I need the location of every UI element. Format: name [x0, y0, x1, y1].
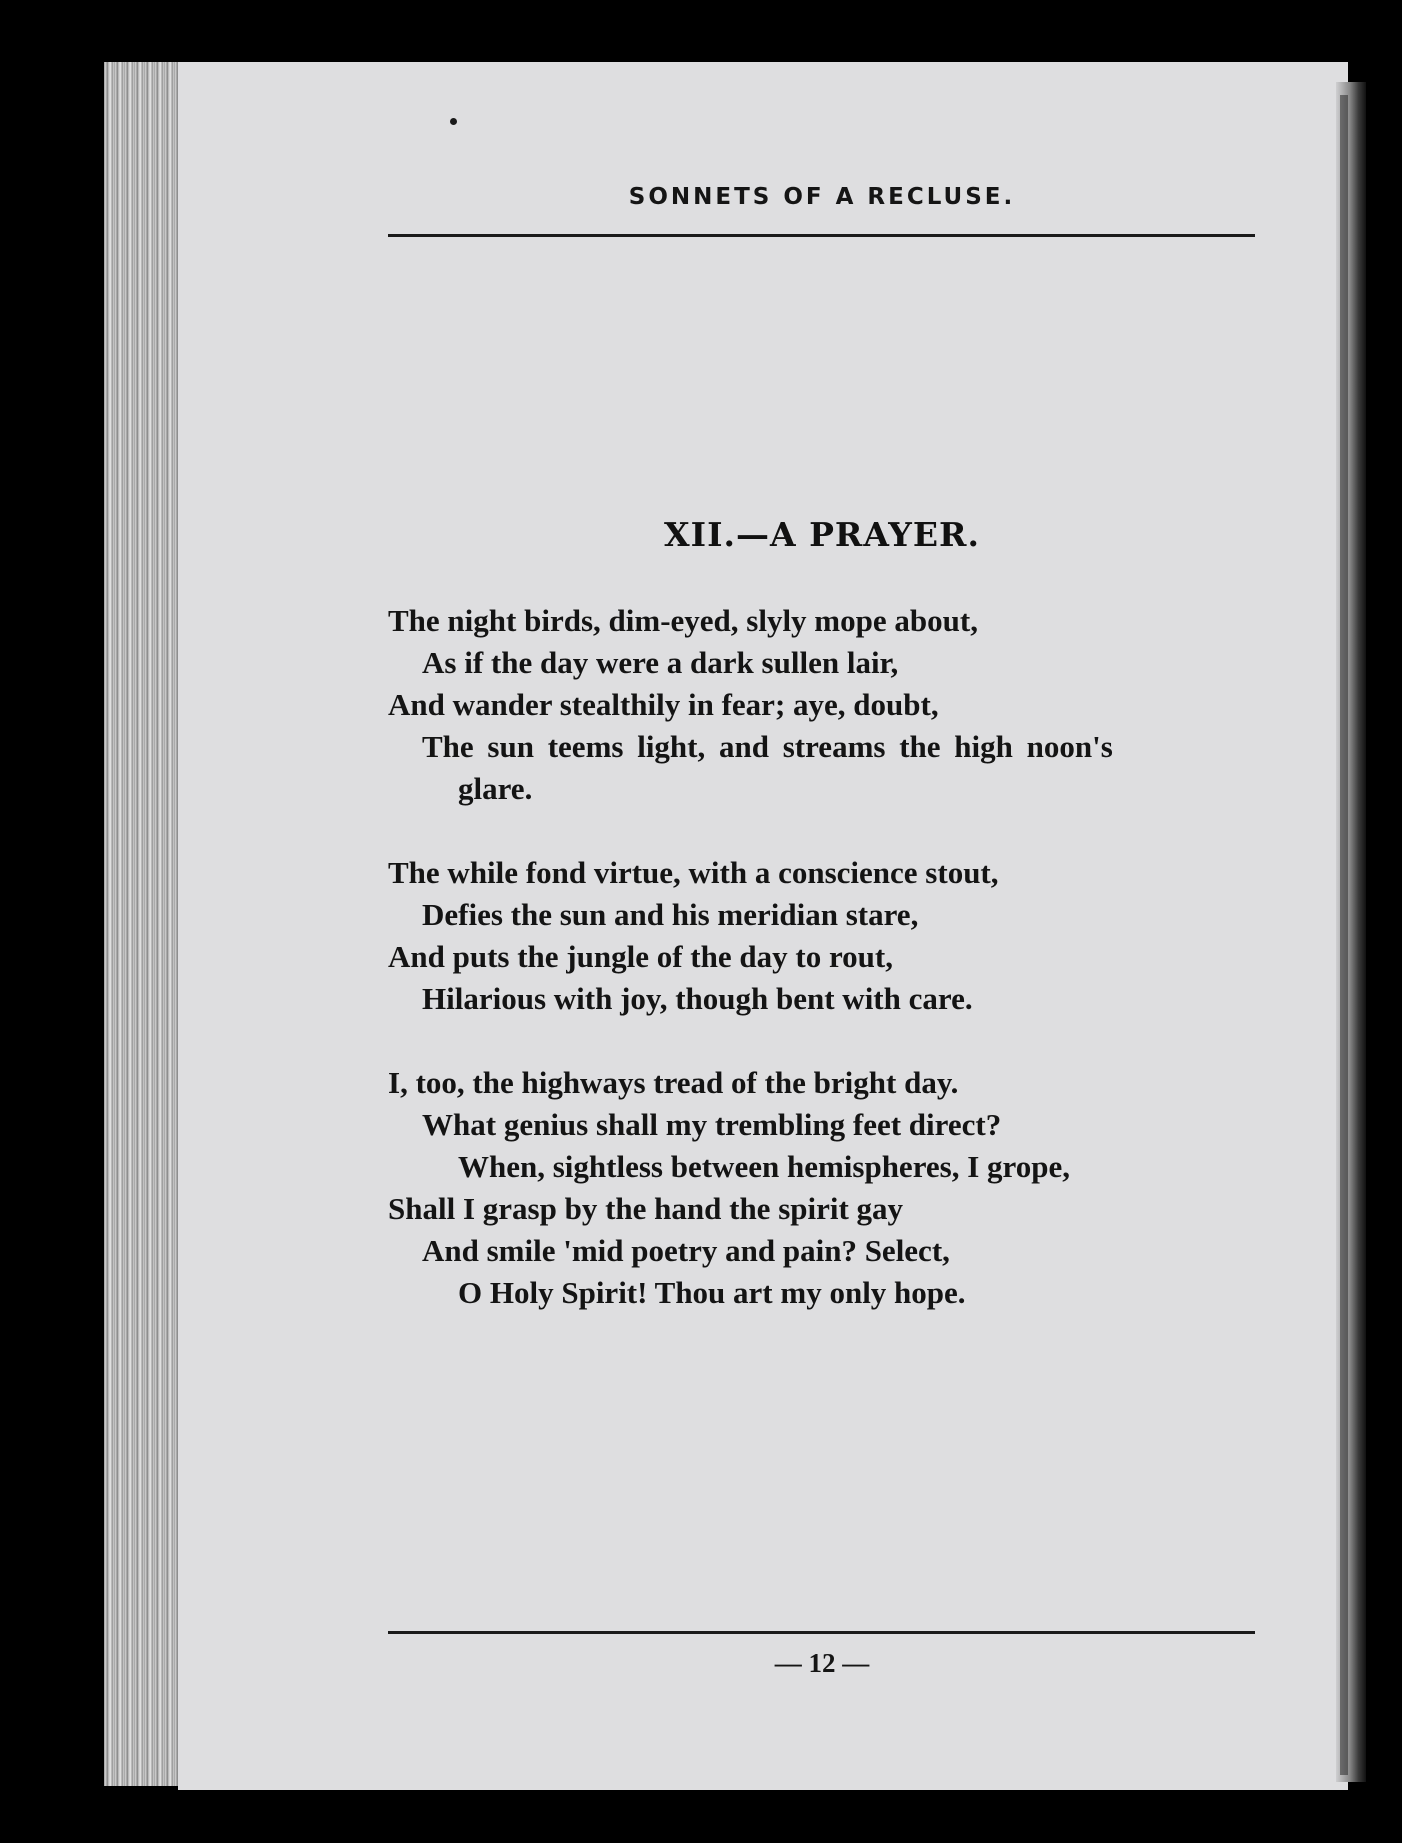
poem-line: As if the day were a dark sullen lair,	[422, 645, 899, 680]
poem-line: glare.	[458, 771, 533, 806]
page-number: — 12 —	[774, 1648, 870, 1678]
poem-line: The while fond virtue, with a conscience stout,	[388, 855, 999, 890]
stanza-3	[388, 1062, 1288, 1314]
stanza-2	[388, 852, 1288, 1020]
poem-line: I, too, the highways tread of the bright day.	[388, 1065, 959, 1100]
ink-dot	[450, 118, 457, 125]
poem-line: Hilarious with joy, though bent with care.	[422, 981, 973, 1016]
running-head: SONNETS OF A RECLUSE.	[628, 184, 1016, 210]
poem-line: The sun teems light, and streams the high noon's	[422, 729, 1113, 764]
poem-line: Defies the sun and his meridian stare,	[422, 897, 919, 932]
poem-line: O Holy Spirit! Thou art my only hope.	[458, 1275, 966, 1310]
poem-line: When, sightless between hemispheres, I grope,	[458, 1149, 1070, 1184]
poem-line: What genius shall my trembling feet direct?	[422, 1107, 1002, 1142]
poem-line: And smile 'mid poetry and pain? Select,	[422, 1233, 950, 1268]
poem-title: XII.—A PRAYER.	[664, 515, 980, 554]
poem-line: And puts the jungle of the day to rout,	[388, 939, 893, 974]
right-gutter-shadow	[1340, 95, 1348, 1775]
left-page-edges	[104, 62, 188, 1786]
poem-line: And wander stealthily in fear; aye, doubt,	[388, 687, 939, 722]
poem-line: Shall I grasp by the hand the spirit gay	[388, 1191, 904, 1226]
stanza-1	[388, 600, 1288, 810]
footer-rule	[388, 1631, 1255, 1634]
header-rule	[388, 234, 1255, 237]
poem-line: The night birds, dim-eyed, slyly mope about,	[388, 603, 978, 638]
poem-body	[388, 600, 1288, 1356]
